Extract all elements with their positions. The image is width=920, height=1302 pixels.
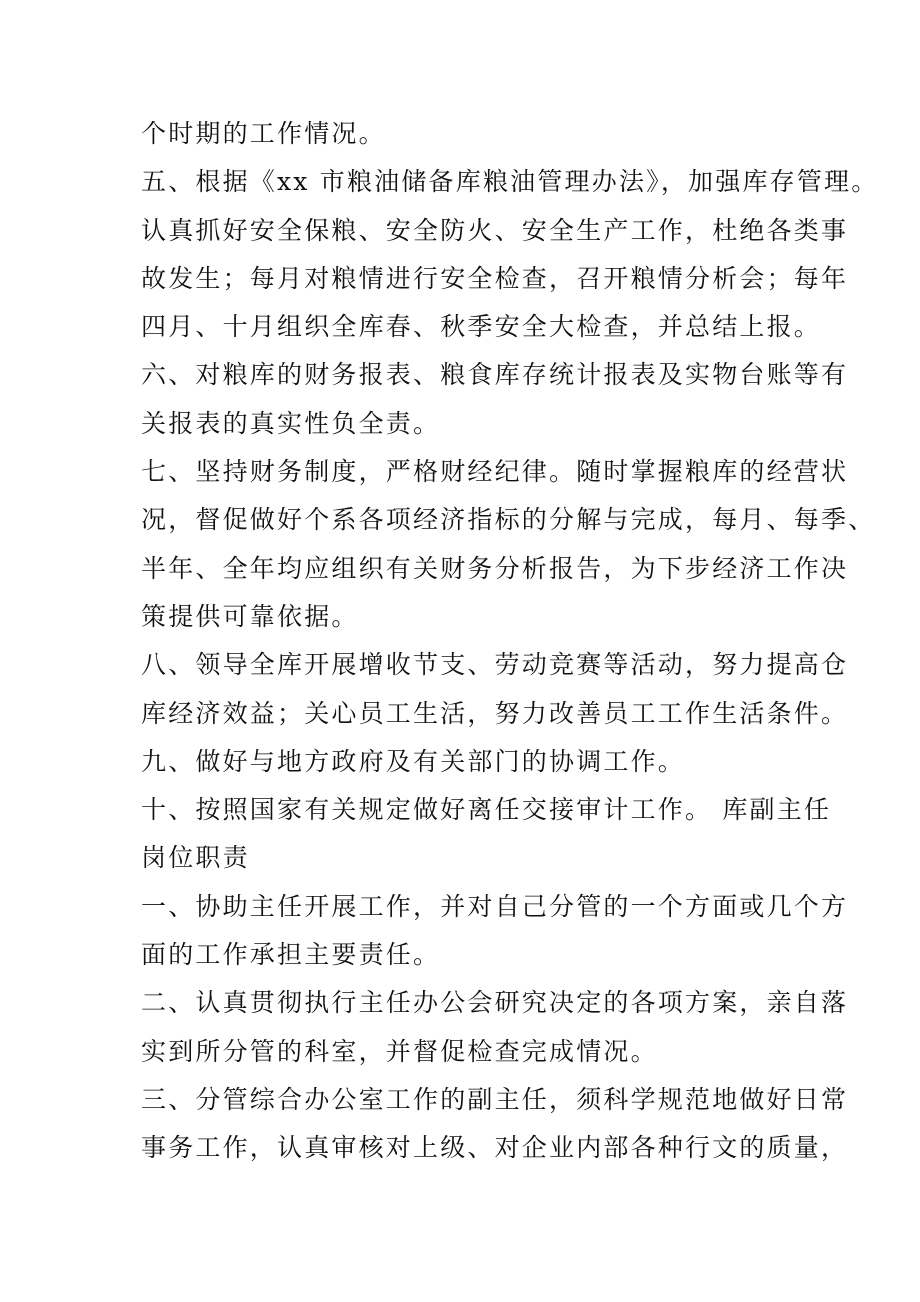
text-line: 认真抓好安全保粮、安全防火、安全生产工作，杜绝各类事 xyxy=(141,215,849,245)
text-line: 九、做好与地方政府及有关部门的协调工作。 xyxy=(141,746,686,776)
document-body xyxy=(141,110,879,1173)
text-line: 二、认真贯彻执行主任办公会研究决定的各项方案，亲自落 xyxy=(141,988,849,1018)
text-line: 故发生；每月对粮情进行安全检查，召开粮情分析会；每年 xyxy=(141,263,849,293)
text-line: 实到所分管的科室，并督促检查完成情况。 xyxy=(141,1036,658,1066)
text-line: 库经济效益；关心员工生活，努力改善员工工作生活条件。 xyxy=(141,698,849,728)
text-line: 面的工作承担主要责任。 xyxy=(141,940,441,970)
text-line: 半年、全年均应组织有关财务分析报告，为下步经济工作决 xyxy=(141,553,849,583)
text-line: 七、坚持财务制度，严格财经纪律。随时掌握粮库的经营状 xyxy=(141,457,849,487)
text-line: 事务工作，认真审核对上级、对企业内部各种行文的质量， xyxy=(141,1133,849,1163)
text-line: 策提供可靠依据。 xyxy=(141,601,359,631)
text-line: 关报表的真实性负全责。 xyxy=(141,408,441,438)
text-line: 八、领导全库开展增收节支、劳动竞赛等活动，努力提高仓 xyxy=(141,650,849,680)
text-line: 四月、十月组织全库春、秋季安全大检查，并总结上报。 xyxy=(141,312,822,342)
section-heading: 岗位职责 xyxy=(141,843,250,873)
text-line: 六、对粮库的财务报表、粮食库存统计报表及实物台账等有 xyxy=(141,360,849,390)
text-line: 五、根据《xx 市粮油储备库粮油管理办法》，加强库存管理。 xyxy=(141,167,879,197)
text-line: 况，督促做好个系各项经济指标的分解与完成，每月、每季、 xyxy=(141,505,876,535)
text-line: 三、分管综合办公室工作的副主任，须科学规范地做好日常 xyxy=(141,1084,849,1114)
text-line: 十、按照国家有关规定做好离任交接审计工作。 库副主任 xyxy=(141,795,832,825)
text-line: 一、协助主任开展工作，并对自己分管的一个方面或几个方 xyxy=(141,891,849,921)
text-line: 个时期的工作情况。 xyxy=(141,119,386,148)
